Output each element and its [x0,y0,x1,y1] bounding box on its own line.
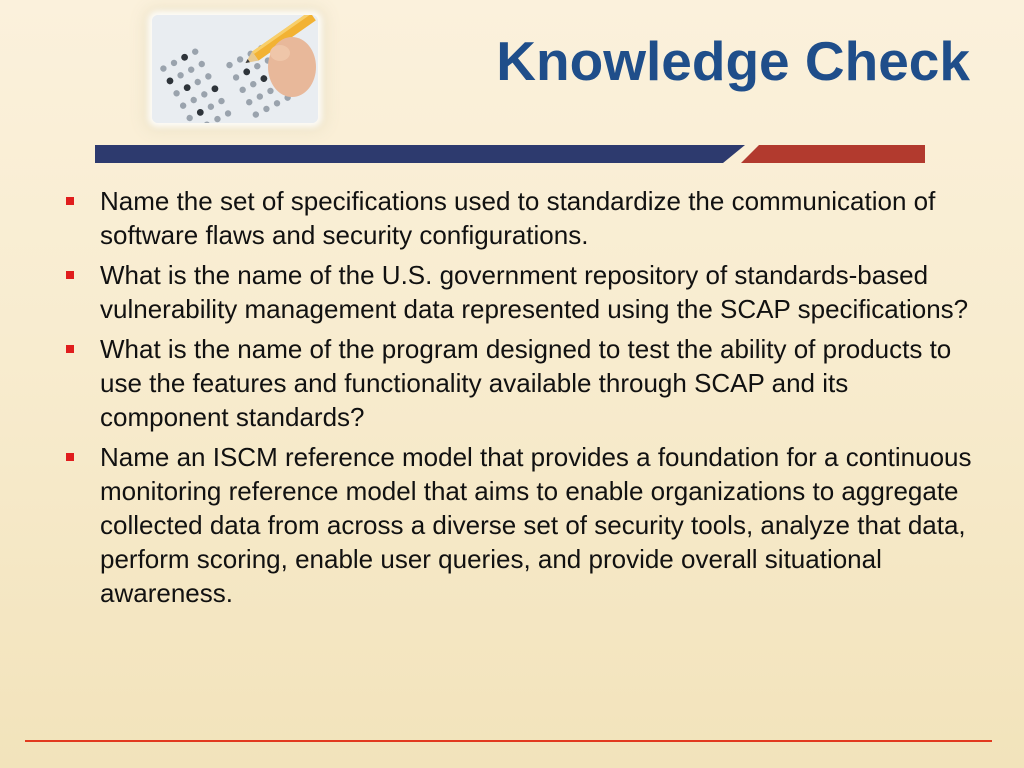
title-divider [95,145,925,163]
footer-divider [25,740,992,742]
bullet-item [60,184,980,252]
bullet-text: What is the name of the program designed to test the ability of products to use the features and functionality available through SCAP and its component standards? [100,334,952,432]
bullet-item [60,440,980,610]
answer-sheet-image [152,15,318,123]
bullet-text: Name the set of specifications used to standardize the communication of software flaws and security configurations. [100,186,936,250]
bullet-text: Name an ISCM reference model that provides a foundation for a continuous monitoring reference model that aims to enable organizations to aggregate collected data from across a diverse set of security tools, analyze that data, perform scoring, enable user queries, and provide overall situational awareness. [100,442,972,608]
bullet-text: What is the name of the U.S. government repository of standards-based vulnerability management data represented using the SCAP specifications? [100,260,969,324]
bullet-item [60,258,980,326]
bullet-item [60,332,980,434]
square-bullet-icon [66,197,74,205]
bullet-list [60,184,980,616]
square-bullet-icon [66,345,74,353]
slide-title: Knowledge Check [496,30,970,92]
square-bullet-icon [66,453,74,461]
square-bullet-icon [66,271,74,279]
